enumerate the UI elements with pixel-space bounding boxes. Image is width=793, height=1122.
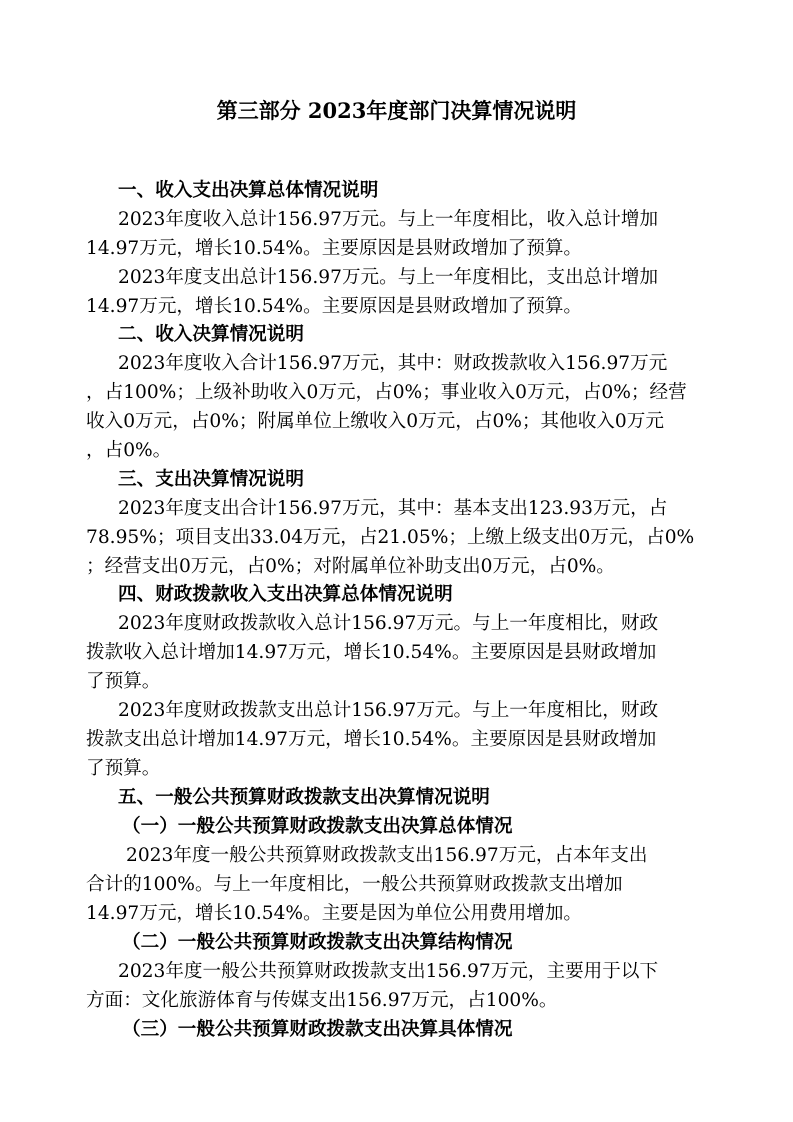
subsection-heading-3: （三）一般公共预算财政拨款支出决算具体情况	[122, 1019, 513, 1040]
subsection-heading-1: （一）一般公共预算财政拨款支出决算总体情况	[122, 816, 513, 837]
paragraph-line: 了预算。	[86, 671, 161, 692]
paragraph-line: 2023年度收入合计156.97万元，其中：财政拨款收入156.97万元	[118, 353, 668, 374]
page-title: 第三部分 2023年度部门决算情况说明	[216, 98, 577, 123]
paragraph-line: 2023年度收入总计156.97万元。与上一年度相比，收入总计增加	[118, 209, 659, 230]
paragraph-line: 2023年度一般公共预算财政拨款支出156.97万元，占本年支出	[126, 845, 648, 866]
paragraph-line: 2023年度财政拨款收入总计156.97万元。与上一年度相比，财政	[118, 613, 659, 634]
subsection-heading-2: （二）一般公共预算财政拨款支出决算结构情况	[122, 932, 513, 953]
paragraph-line: 拨款收入总计增加14.97万元，增长10.54%。主要原因是县财政增加	[86, 642, 657, 663]
paragraph-line: 了预算。	[86, 758, 161, 779]
paragraph-line: 方面：文化旅游体育与传媒支出156.97万元，占100%。	[86, 990, 558, 1011]
paragraph-line: 2023年度支出总计156.97万元。与上一年度相比，支出总计增加	[118, 267, 659, 288]
section-heading-1: 一、收入支出决算总体情况说明	[118, 180, 379, 201]
section-heading-5: 五、一般公共预算财政拨款支出决算情况说明	[118, 787, 490, 808]
paragraph-line: 拨款支出总计增加14.97万元，增长10.54%。主要原因是县财政增加	[86, 729, 657, 750]
paragraph-line: 2023年度财政拨款支出总计156.97万元。与上一年度相比，财政	[118, 700, 659, 721]
section-heading-2: 二、收入决算情况说明	[118, 324, 304, 345]
paragraph-line: 合计的100%。与上一年度相比，一般公共预算财政拨款支出增加	[86, 874, 623, 895]
paragraph-line: 收入0万元，占0%；附属单位上缴收入0万元，占0%；其他收入0万元	[86, 411, 664, 432]
paragraph-line: ，占100%；上级补助收入0万元，占0%；事业收入0万元，占0%；经营	[86, 382, 687, 403]
section-heading-4: 四、财政拨款收入支出决算总体情况说明	[118, 584, 453, 605]
paragraph-line: 2023年度一般公共预算财政拨款支出156.97万元，主要用于以下	[118, 961, 659, 982]
paragraph-line: 2023年度支出合计156.97万元，其中：基本支出123.93万元，占	[118, 498, 668, 519]
paragraph-line: 78.95%；项目支出33.04万元，占21.05%；上缴上级支出0万元，占0%	[86, 527, 695, 548]
section-heading-3: 三、支出决算情况说明	[118, 469, 304, 490]
paragraph-line: ；经营支出0万元，占0%；对附属单位补助支出0万元，占0%。	[86, 556, 615, 577]
paragraph-line: ，占0%。	[86, 440, 172, 461]
paragraph-line: 14.97万元，增长10.54%。主要原因是县财政增加了预算。	[86, 238, 583, 259]
paragraph-line: 14.97万元，增长10.54%。主要是因为单位公用费用增加。	[86, 903, 583, 924]
paragraph-line: 14.97万元，增长10.54%。主要原因是县财政增加了预算。	[86, 296, 583, 317]
